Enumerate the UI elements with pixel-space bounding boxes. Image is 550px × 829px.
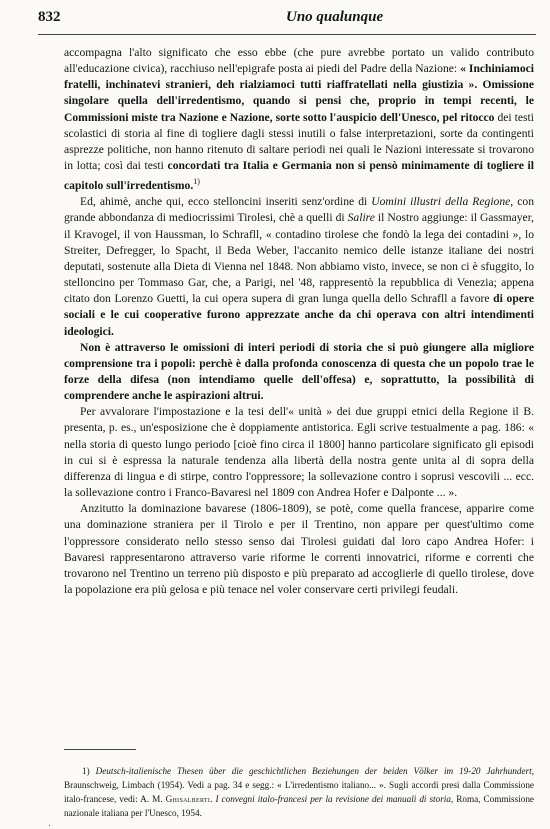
footnote-author: Ghisalberti	[165, 794, 211, 804]
footnote-reference[interactable]: 1)	[193, 177, 200, 187]
page-header	[38, 9, 536, 31]
p2-text-1: Ed, ahimè, anche qui, ecco stelloncini inseriti senz'ordine di	[80, 195, 372, 209]
p2-bold-end: di opere sociali e le cui cooperative furono apprezzate anche da chi operava con altri intendimenti ideologici.	[64, 292, 534, 338]
footnotes	[64, 764, 534, 820]
footnote-1	[64, 764, 534, 820]
p2-salire: Salire	[347, 211, 375, 225]
p2-text-2: , con grande abbondanza di mediocrissimi Tirolesi, chè a quelli di	[64, 195, 534, 225]
footnote-rule	[64, 749, 136, 750]
footnote-marker: 1)	[82, 766, 90, 776]
footnote-title-1: Deutsch-italienische Thesen über die geschichtlichen Beziehungen der beiden Völker im 19-20 Jahrhundert	[95, 766, 532, 776]
p1-bold-end: concordati tra Italia e Germania non si pensò minimamente di togliere il capitolo sull'irredentismo.	[64, 159, 534, 193]
running-title: Uno qualunque	[286, 9, 384, 25]
paragraph-3: Non è attraverso le omissioni di interi periodi di storia che si può giungere alla migliore comprensione tra i popoli: perchè è dalla profonda conoscenza di questa che un popolo trae le forze della difesa (non intendiamo quelle dell'offesa) e, soprattutto, la possibilità di comprendere anche le aspirazioni altrui.	[64, 340, 534, 403]
scan-mark: .	[48, 819, 51, 829]
p1-text-2: dei testi scolastici di storia al fine di togliere dagli stessi inutili o false interpretazioni, sorte da contingenti asprezze politiche, non hanno ritenuto di saltare periodi nei quali le Nazioni interessate si trovarono in lotta; così dai testi	[64, 110, 534, 173]
p1-text-1: accompagna l'alto significato che esso ebbe (che pure avrebbe portato un valido contributo all'educazione civica), racchiuso nell'epigrafe posta ai piedi del Padre della Nazione:	[64, 46, 534, 76]
paragraph-4: Per avvalorare l'impostazione e la tesi dell'« unità » dei due gruppi etnici della Regione il B. presenta, p. es., un'esposizione che è doppiamente antistorica. Egli scrive testualmente a pag. 186: « nella storia di questo lungo periodo [cioè fino circa il 1800] hanno particolare significato gli episodi in cui si è espressa la naturale tendenza alla libertà della nostra gente unita al di sopra della differenza di lingua e di stirpe, contro l'oppressore; la sollevazione contro i soprusi vescovili ... ecc. la sollevazione contro i Franco-Bavaresi nel 1809 con Andrea Hofer e Dalponte ... ».	[64, 405, 534, 500]
footnote-text-2: .	[210, 794, 216, 804]
footnote-text-1: , Braunschweig, Limbach (1954). Vedi a pag. 34 e segg.: « L'irredentismo italiano... ». Sugli accordi presi dalla Commissione italo-francese, vedi: A. M.	[64, 766, 534, 804]
header-rule	[38, 34, 536, 35]
body-text	[64, 45, 534, 598]
p2-title: Uomini illustri della Regione	[371, 195, 511, 209]
p1-bold-quote: « Inchiniamoci fratelli, inchinatevi stranieri, deh rialziamoci tutti riaffratellati nella giustizia ». Omissione singolare quella dell'irredentismo, quando si pensi che, proprio in tempi recenti, le Commissioni miste tra Nazione e Nazione, sorte sotto l'auspicio dell'Unesco, pel ritocco	[64, 62, 534, 124]
page-number: 832	[38, 9, 61, 25]
paragraph-1	[64, 45, 534, 194]
footnote-title-2: I convegni italo-francesi per la revisione dei manuali di storia	[215, 794, 451, 804]
footnote-text-3: , Roma, Commissione nazionale italiana per l'Unesco, 1954.	[64, 794, 535, 818]
paragraph-2	[64, 194, 534, 339]
p2-text-3: il Nostro aggiunge: il Gassmayer, il Kravogel, il von Haussman, lo Schrafll, « contadino tirolese che fondò la lega dei contadini », lo Streiter, Defregger, lo Spacht, il Beda Weber, l'accanito nemico delle istanze italiane dei nostri deputati, sostenute alla Dieta di Vienna nel 1848. Non abbiamo visto, invece, se non ci è sfuggito, lo stelloncino per Tommaso Gar, che, a Parigi, nel '48, rappresentò la repubblica di Venezia; appena citato don Lorenzo Guetti, la cui opera supera di gran lunga quella dello Schrafll a favore	[64, 211, 534, 306]
paragraph-5: Anzitutto la dominazione bavarese (1806-1809), se potè, come quella francese, apparire come una dominazione straniera per il Tirolo e per il Trentino, non appare per quest'ultimo come l'oppressore considerato nello stesso senso dai Tirolesi guidati dal loro capo Andrea Hofer: i Bavaresi rappresentarono attraverso varie riforme le correnti innovatrici, riforme e correnti che trovarono nel Trentino un terreno più disposto e più preparato ad accoglierle di quello tirolese, dove la popolazione era più gelosa e più tenace nel voler conservare certi privilegi feudali.	[64, 502, 534, 597]
